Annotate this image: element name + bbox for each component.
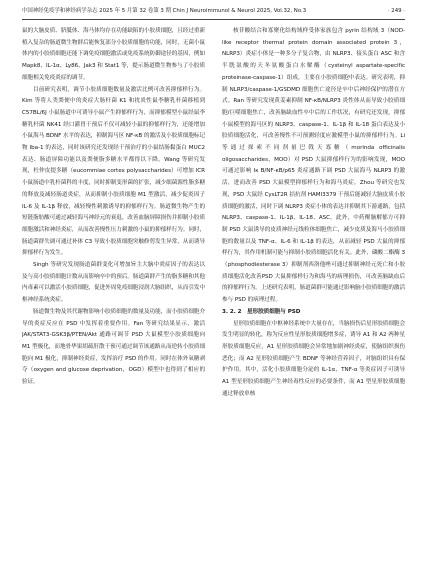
paragraph: 星形胶质细胞在中枢神经系统中大量存在，当脑损伤后星形胶质细胞会发生明显的转化，称为反应性星形胶质细胞增多症，诱导 A1 和 A2 两种星形胶质细胞反应，A1 星形胶质细胞会异常地加剧神经炎症，使脑组织损伤恶化；而 A2 星形胶质细胞产生 BDNF 等神经营养因子，对脑组织具有保护作用。其中，活化小胶质细胞分泌的 IL-1α、TNF-α 等炎症因子可诱导 A1 型星形胶质细胞产生神经毒性反应的必要条件，而 A1 型星形胶质细胞通过释放单核 (222, 320, 405, 397)
right-column (222, 26, 405, 571)
left-column (22, 26, 205, 571)
paragraph: Singh 等研究发现肠道菌群变化可增加旨主大脑中炎症因子的表达以及与高小胶质细胞计数从而影响卒中的预后。肠道菌群产生的脂多糖和其他内毒素可以激活小胶质细胞，促进外周免疫细胞浸润大脑组织，从而引发中枢神经系统炎症。 (22, 262, 205, 304)
journal-title: 中国神经免疫学和神经病学杂志 2025 年 5 月第 32 卷第 3 期 Chin J Neuroimmunol & Neurol 2025, Vol.32, No.3 (22, 8, 307, 14)
section-heading: 3. 2. 2 星形胶质细胞与 PSD (222, 308, 301, 315)
paragraph: 核苷酸结合和寡聚化结构域样受体家族包含 pyrin 结构域 3（NOD-like receptor thermal protein domain associated protein 3，NLRP3）炎症小体是一种多分子复合物，由 NLRP3、接头蛋白 ASC 和含半胱氨酸的天冬氨酸蛋白水解酶（cysteinyl aspartate-specific proteinase-caspase-1）组成，主要在小胶质细胞中表达。研究表明，抑制 NLRP3/caspase-1/GSDMD 细胞焦亡途径是卒中后神经保护的潜在方式。Ran 等研究发现黄姜素抑制 NF-κB/NLRP3 炎性体从而导致小胶质细胞/巨噬细胞焦亡，改善脑缺血性卒中后的工作状况，有研究还发现，抑郁小鼠模型的海马区的 NLRP3、caspase-1、IL-1β 和 IL-18 蛋白表达及小胶质细胞活化，可改善慢性不可预测轻度应激模型小鼠的抑郁样行为。Li 等通过探索不同剂量巴戟天寡糖（morinda officinalis oligosaccharides，MOO）对 PSD 大鼠抑郁样行为的影响发现，MOO 可通过影响 Iκ B/NF-κB/p65 炎症通路下调 PSD 大鼠海马 NLRP3 的激活，进而改善 PSD 大鼠模型抑郁样行为和海马炎症。Zhou 等研究也发现，PSD 大鼠经 CysLT2R 拮抗剂 HAMI3379 干预后能减轻大脑皮质小胶质细胞的激活，同时下调 NLRP3 炎症小体的表达并抑制其下游通路，包括 NLRP3、caspase-1、IL-1β、IL-18、ASC。此外，中药醒脑解郁方可抑制 PSD 大鼠诱导的皮质神经元线粒体细胞焦亡，减少皮质及海马小胶质细胞的数量以及 TNF-α、IL-6 和 IL-1β 的表达，从而减轻 PSD 大鼠的抑郁样行为，其作用机制可能与抑制小胶质细胞活化有关。此外，磷酸二酯酶 3（phosphodiesterase 3）抑制剂西洛他唑可通过抑制神经元死亡和小胶质细胞活化改善PSD 大鼠抑郁样行为和海马的病理损伤，可改善脑缺血后的抑郁样行为。上述研究表明，肠道菌群可能通过影响脑小胶质细胞的激活参与 PSD 的病理过程。 (222, 28, 405, 304)
running-header (22, 5, 405, 20)
paragraph: 肠道微生物及其代谢物影响小胶质细胞的数量及功能，而小胶质细胞介导的炎症反应在 PSD 中发挥着重要作用。Fan 等研究结果显示，激活 JAK/STAT3-GSK3β/PTEN/Akt 通路可调节 PSD 大鼠模型小胶质细胞向 M1 型极化，而地骨华果胡疏肝散干预可通过调节该通路从而逆转小胶质细胞向 M1 极化，抑制神经炎症，发挥治疗 PSD 的作用。同时在体外氧糖剥夺（oxygen and glucose deprivation，OGD）模型中也得到了相应的验证。 (22, 308, 205, 386)
paragraph: 目前研究表明，调节小胶质细胞数量及激活比例可改善抑郁样行为。Kim 等将人类粪便中的炎症大肠杆菌 K1 和扰炎性鼠李糖乳杆菌移植到 C57BL/6J 小鼠肠道中可诱导小鼠产生抑郁样行为，而抑郁模型小鼠经鼠李糖乳杆菌 NK41 经口灌胃干预后不仅可减轻小鼠的抑郁样行为，还能增加小鼠海马 BDNF 水平的表达，抑制海马区 NF-κB 的激活及小胶质细胞标记物 Iba-1 的表达，同时该研究还发现经干预治疗的小鼠结肠黏蛋白 MUC2 表达、肠道屏障功能以及粪便脂多糖水平都得以下降。Wang 等研究发现，杜仲皮提多糖（eucommiae cortex polysaccharides）可增加 ICR 小鼠肠道中乳杆菌科的丰度，同时抑制变形菌的扩张，减少细菌源性脂多糖的释放及减轻肠道炎症，从而抑制小胶质细胞 M1 型激活，减少促炎因子 IL-6 及 IL-1β 释放，减轻慢性刺激诱导的抑郁样行为。肠道微生物产生的短链脂肪酸可通过减轻海马神经元的衰退，改善血脑屏障损伤并抑制小胶质细胞激活和神经炎症，从而改善慢性压力刺激的小鼠的抑郁样行为。同时，肠道菌群失调可通过补体 C3 导致小胶质细胞突触修剪发生异常，从而诱导抑郁样行为发生。 (22, 86, 205, 257)
page-number: · 249 · (387, 8, 405, 14)
paragraph: 鼠的大脑皮质、脐胝体、海马体均存在功能缺陷的小胶质细胞，且经过重新植入复杂的肠道微生物群后能恢复部分小胶质细胞的功能，同时，无菌小鼠体内的小胶质细胞还能下调免疫细胞激活或免疫系统防御途径的基因，例如 Mapk8、IL-1α、Ly86、Jak3 和 Stat1 等，提示肠道微生物参与了小胶质细胞相关免疫炎症的调节。 (22, 28, 205, 81)
